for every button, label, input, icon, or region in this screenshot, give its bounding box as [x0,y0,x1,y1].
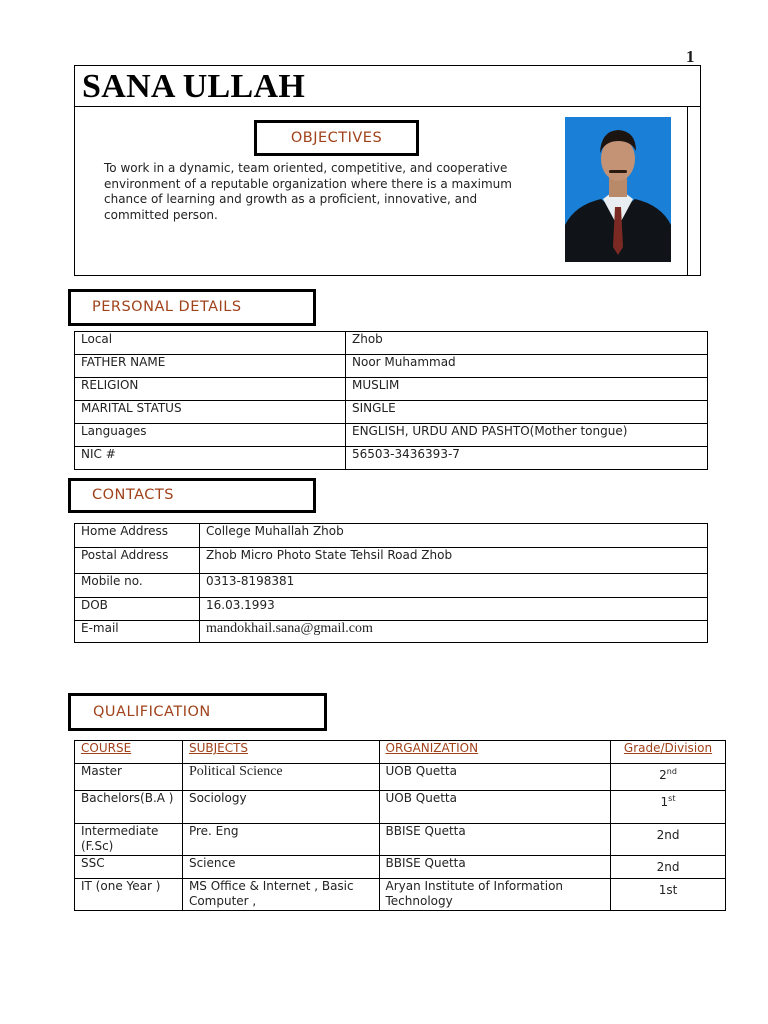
course-cell: IT (one Year ) [75,879,183,911]
table-row [75,621,708,643]
personal-label: MARITAL STATUS [75,401,346,424]
personal-value: 56503-3436393-7 [346,447,708,470]
organization-cell: Aryan Institute of Information Technology [379,879,611,911]
personal-label: FATHER NAME [75,355,346,378]
table-row [75,856,726,879]
column-header: SUBJECTS [182,741,379,764]
table-row [75,355,708,378]
organization-cell: BBISE Quetta [379,824,611,856]
grade-value: 1 [660,795,669,809]
personal-value: SINGLE [346,401,708,424]
table-row [75,378,708,401]
table-header-row [75,741,726,764]
header-vertical-line [687,106,688,276]
contacts-heading: CONTACTS [68,478,316,513]
table-row [75,332,708,355]
contact-label: Mobile no. [75,574,200,598]
qualification-heading: QUALIFICATION [68,693,327,731]
organization-cell: BBISE Quetta [379,856,611,879]
grade-cell [611,856,726,879]
personal-value: Noor Muhammad [346,355,708,378]
table-row [75,574,708,598]
subjects-cell: MS Office & Internet , Basic Computer , [182,879,379,911]
table-row [75,401,708,424]
table-row [75,824,726,856]
grade-cell [611,824,726,856]
profile-photo-illustration [565,117,671,262]
grade-value: 2nd [656,828,680,842]
contact-value: College Muhallah Zhob [200,524,708,548]
organization-cell: UOB Quetta [379,764,611,791]
contacts-table [74,523,708,643]
personal-value: ENGLISH, URDU AND PASHTO(Mother tongue) [346,424,708,447]
table-row [75,524,708,548]
grade-value: 2 [659,768,667,782]
candidate-name: SANA ULLAH [82,68,306,105]
subjects-cell: Science [182,856,379,879]
objectives-text: To work in a dynamic, team oriented, competitive, and cooperative environment of a reputable organization where there is a maximum chance of learning and growth as a proficient, innovative, and committed person. [104,161,512,222]
personal-details-heading: PERSONAL DETAILS [68,289,316,326]
contact-label: DOB [75,598,200,621]
organization-cell: UOB Quetta [379,791,611,824]
course-cell: Master [75,764,183,791]
grade-value: 2nd [656,860,680,874]
column-header: ORGANIZATION [379,741,611,764]
grade-cell [611,791,726,824]
contact-label: E-mail [75,621,200,643]
table-row [75,447,708,470]
grade-suffix: nd [666,767,677,776]
table-row [75,764,726,791]
subjects-cell: Sociology [182,791,379,824]
grade-suffix: st [668,794,676,803]
email-link[interactable]: mandokhail.sana@gmail.com [200,621,708,643]
contact-value: 16.03.1993 [200,598,708,621]
personal-value: MUSLIM [346,378,708,401]
table-row [75,791,726,824]
page-number: 1 [686,47,695,66]
grade-value: 1st [658,883,678,897]
subjects-cell: Political Science [182,764,379,791]
personal-label: RELIGION [75,378,346,401]
subjects-cell: Pre. Eng [182,824,379,856]
personal-label: Local [75,332,346,355]
contact-value: 0313-8198381 [200,574,708,598]
column-header: COURSE [75,741,183,764]
personal-label: Languages [75,424,346,447]
profile-photo [565,117,671,262]
table-row [75,548,708,574]
grade-cell [611,879,726,911]
contact-label: Postal Address [75,548,200,574]
personal-value: Zhob [346,332,708,355]
personal-label: NIC # [75,447,346,470]
table-row [75,879,726,911]
course-cell: Intermediate (F.Sc) [75,824,183,856]
contact-value: Zhob Micro Photo State Tehsil Road Zhob [200,548,708,574]
personal-details-table [74,331,708,470]
column-header: Grade/Division [611,741,726,764]
contact-label: Home Address [75,524,200,548]
course-cell: SSC [75,856,183,879]
objectives-heading: OBJECTIVES [254,120,419,156]
table-row [75,598,708,621]
qualification-table [74,740,726,911]
table-row [75,424,708,447]
course-cell: Bachelors(B.A ) [75,791,183,824]
grade-cell [611,764,726,791]
